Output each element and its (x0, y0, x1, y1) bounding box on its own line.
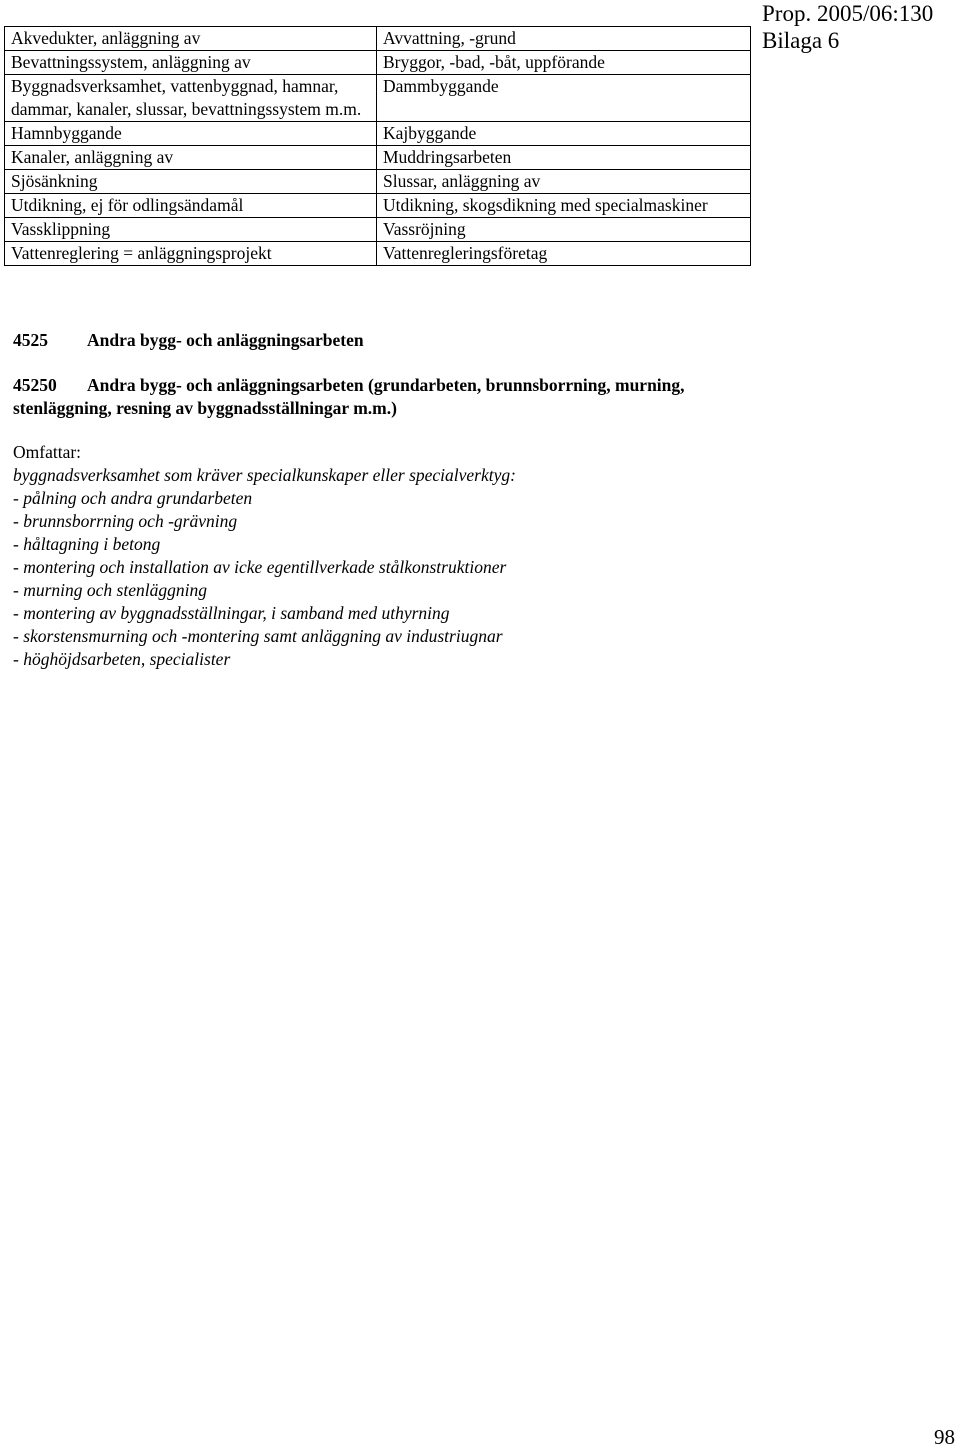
terms-table (4, 26, 751, 266)
term-left: Akvedukter, anläggning av (5, 27, 377, 51)
scope-item: - brunnsborrning och -grävning (13, 511, 238, 531)
proposition-reference: Prop. 2005/06:130 (762, 1, 934, 26)
term-left: Vattenreglering = anläggningsprojekt (5, 242, 377, 266)
appendix-label: Bilaga 6 (762, 28, 840, 53)
term-left: Sjösänkning (5, 170, 377, 194)
scope-block (13, 441, 733, 671)
term-right: Utdikning, skogsdikning med specialmaskiner (377, 194, 751, 218)
term-right: Vassröjning (377, 218, 751, 242)
table-row (5, 170, 751, 194)
term-right: Bryggor, -bad, -båt, uppförande (377, 51, 751, 75)
term-left: Kanaler, anläggning av (5, 146, 377, 170)
table-row (5, 242, 751, 266)
scope-item: - murning och stenläggning (13, 580, 207, 600)
table-row (5, 27, 751, 51)
table-row (5, 122, 751, 146)
table-row (5, 51, 751, 75)
term-left: Bevattningssystem, anläggning av (5, 51, 377, 75)
scope-item: - montering och installation av icke egentillverkade stålkonstruktioner (13, 557, 507, 577)
term-right: Vattenregleringsföretag (377, 242, 751, 266)
table-row (5, 218, 751, 242)
scope-item: - skorstensmurning och -montering samt anläggning av industriugnar (13, 626, 503, 646)
term-right: Kajbyggande (377, 122, 751, 146)
section-code: 4525 (13, 330, 48, 350)
term-left: Byggnadsverksamhet, vattenbyggnad, hamnar, dammar, kanaler, slussar, bevattningssystem m.m. (5, 75, 377, 122)
scope-item: - håltagning i betong (13, 534, 161, 554)
scope-item: - höghöjdsarbeten, specialister (13, 649, 231, 669)
term-left: Hamnbyggande (5, 122, 377, 146)
section-heading-4525 (13, 329, 364, 352)
table-row (5, 194, 751, 218)
section-title: Andra bygg- och anläggningsarbeten (grundarbeten, brunnsborrning, murning, stenläggning, resning av byggnadsställningar m.m.) (13, 375, 685, 418)
table-row (5, 146, 751, 170)
term-right: Avvattning, -grund (377, 27, 751, 51)
term-left: Vassklippning (5, 218, 377, 242)
section-heading-45250 (13, 374, 713, 420)
term-right: Dammbyggande (377, 75, 751, 122)
section-code: 45250 (13, 375, 57, 395)
scope-item: - montering av byggnadsställningar, i samband med uthyrning (13, 603, 450, 623)
scope-label: Omfattar: (13, 442, 82, 462)
page-number: 98 (934, 1425, 955, 1449)
scope-item: - pålning och andra grundarbeten (13, 488, 253, 508)
table-row (5, 75, 751, 122)
term-left: Utdikning, ej för odlingsändamål (5, 194, 377, 218)
term-right: Slussar, anläggning av (377, 170, 751, 194)
section-title: Andra bygg- och anläggningsarbeten (87, 330, 364, 350)
term-right: Muddringsarbeten (377, 146, 751, 170)
scope-intro: byggnadsverksamhet som kräver specialkunskaper eller specialverktyg: (13, 465, 516, 485)
